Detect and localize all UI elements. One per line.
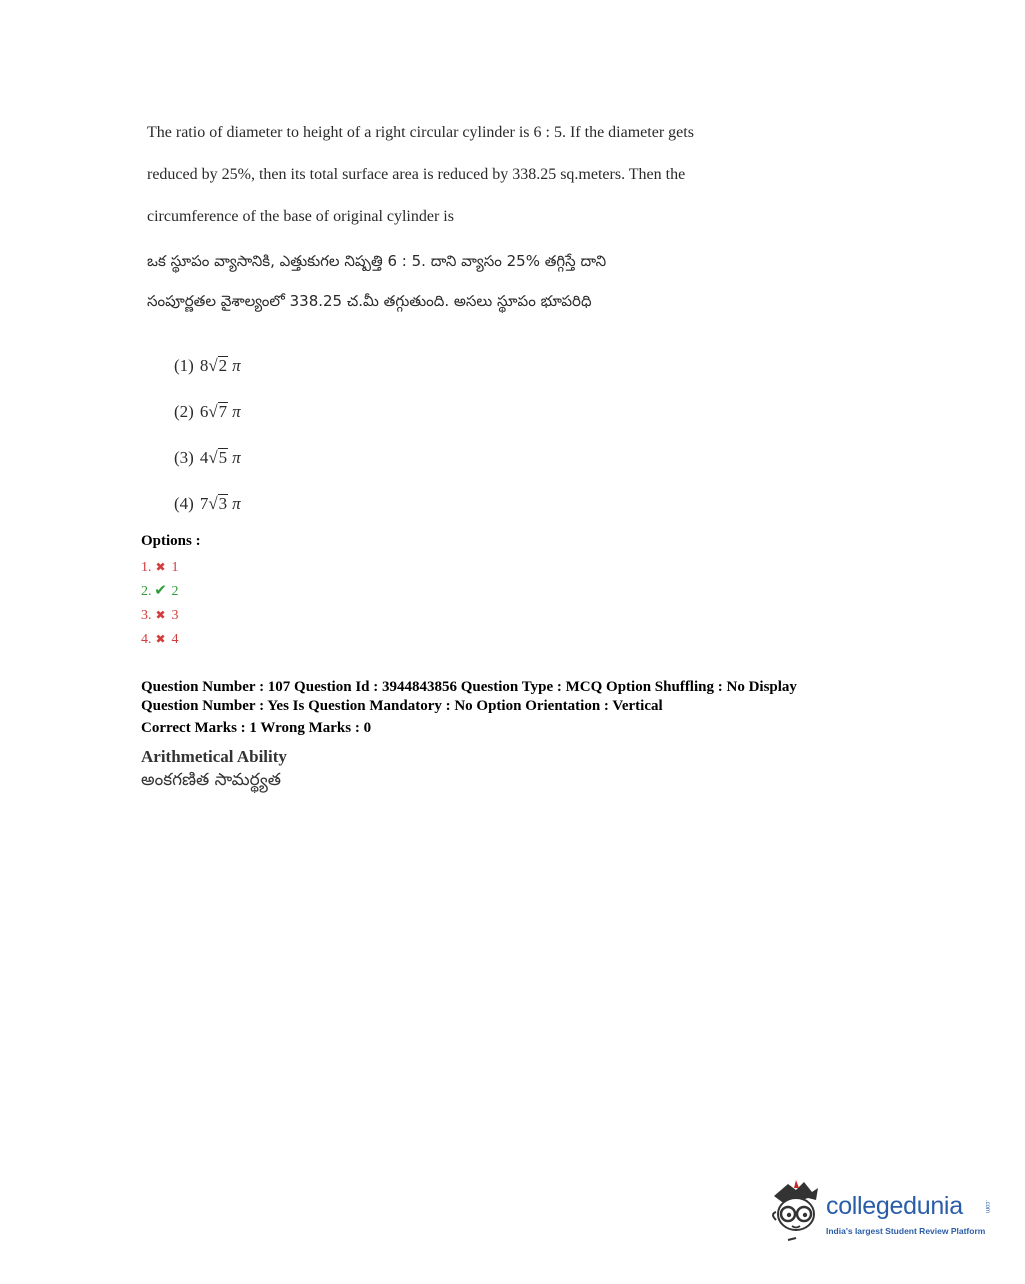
pi-symbol: π xyxy=(232,402,241,421)
option-value: 3 xyxy=(171,608,179,623)
radical-sign: √ xyxy=(208,448,218,467)
option-item-2 xyxy=(141,579,201,603)
logo-com: .com xyxy=(984,1200,990,1214)
logo-wordmark: collegedunia xyxy=(826,1192,963,1220)
logo-tagline: India's largest Student Review Platform xyxy=(826,1226,986,1236)
radical-sign: √ xyxy=(208,494,218,513)
collegedunia-logo xyxy=(766,1178,996,1250)
radicand: 3 xyxy=(218,494,228,513)
cross-icon: ✖ xyxy=(155,632,166,646)
question-text xyxy=(147,112,787,322)
choice-number: (3) xyxy=(174,448,194,467)
choice-number: (1) xyxy=(174,356,194,375)
option-item-4 xyxy=(141,627,201,651)
choice-1 xyxy=(174,343,241,389)
radicand: 2 xyxy=(218,356,228,375)
choice-2 xyxy=(174,389,241,435)
pi-symbol: π xyxy=(232,356,241,375)
question-telugu-line-1: ఒక స్థూపం వ్యాసానికి, ఎత్తుకుగల నిష్పత్తి 6 : 5. దాని వ్యాసం 25% తగ్గిస్తే దాని xyxy=(147,252,607,270)
mascot-icon xyxy=(766,1178,826,1250)
option-index: 2. xyxy=(141,584,152,599)
choice-4 xyxy=(174,481,241,527)
answer-choices xyxy=(174,343,241,527)
question-telugu-line-2: సంపూర్ణతల వైశాల్యంలో 338.25 చ.మీ తగ్గుతుంది. అసలు స్థూపం భూపరిధి xyxy=(147,292,592,310)
pi-symbol: π xyxy=(232,448,241,467)
option-item-1 xyxy=(141,555,201,579)
choice-number: (4) xyxy=(174,494,194,513)
question-english-line-2: reduced by 25%, then its total surface area is reduced by 338.25 sq.meters. Then the xyxy=(147,166,686,183)
radicand: 5 xyxy=(218,448,228,467)
section-name: Arithmetical Ability xyxy=(141,747,287,766)
section-name-telugu: అంకగణిత సామర్థ్యత xyxy=(141,770,281,790)
square-root xyxy=(208,435,228,481)
check-icon: ✔ xyxy=(154,583,167,599)
option-item-3 xyxy=(141,603,201,627)
option-value: 4 xyxy=(171,632,179,647)
square-root xyxy=(208,389,228,435)
radical-sign: √ xyxy=(208,402,218,421)
pi-symbol: π xyxy=(232,494,241,513)
option-index: 3. xyxy=(141,608,152,623)
options-title: Options : xyxy=(141,533,201,549)
radicand: 7 xyxy=(218,402,228,421)
option-value: 1 xyxy=(171,560,179,575)
option-index: 1. xyxy=(141,560,152,575)
choice-coefficient: 6 xyxy=(199,402,209,421)
option-value: 2 xyxy=(171,584,179,599)
choice-number: (2) xyxy=(174,402,194,421)
option-index: 4. xyxy=(141,632,152,647)
meta-line-2: Question Number : Yes Is Question Mandatory : No Option Orientation : Vertical xyxy=(141,698,663,714)
question-english-line-1: The ratio of diameter to height of a right circular cylinder is 6 : 5. If the diameter gets xyxy=(147,124,694,141)
meta-marks: Correct Marks : 1 Wrong Marks : 0 xyxy=(141,720,372,736)
cross-icon: ✖ xyxy=(155,560,166,574)
meta-line-1: Question Number : 107 Question Id : 3944843856 Question Type : MCQ Option Shuffling : No Display xyxy=(141,679,797,695)
question-english-line-3: circumference of the base of original cylinder is xyxy=(147,208,454,225)
choice-coefficient: 7 xyxy=(199,494,209,513)
square-root xyxy=(208,481,228,527)
options-list xyxy=(141,531,201,651)
question-metadata xyxy=(141,678,901,792)
choice-3 xyxy=(174,435,241,481)
radical-sign: √ xyxy=(208,356,218,375)
cross-icon: ✖ xyxy=(155,608,166,622)
square-root xyxy=(208,343,228,389)
choice-coefficient: 4 xyxy=(199,448,209,467)
choice-coefficient: 8 xyxy=(199,356,209,375)
